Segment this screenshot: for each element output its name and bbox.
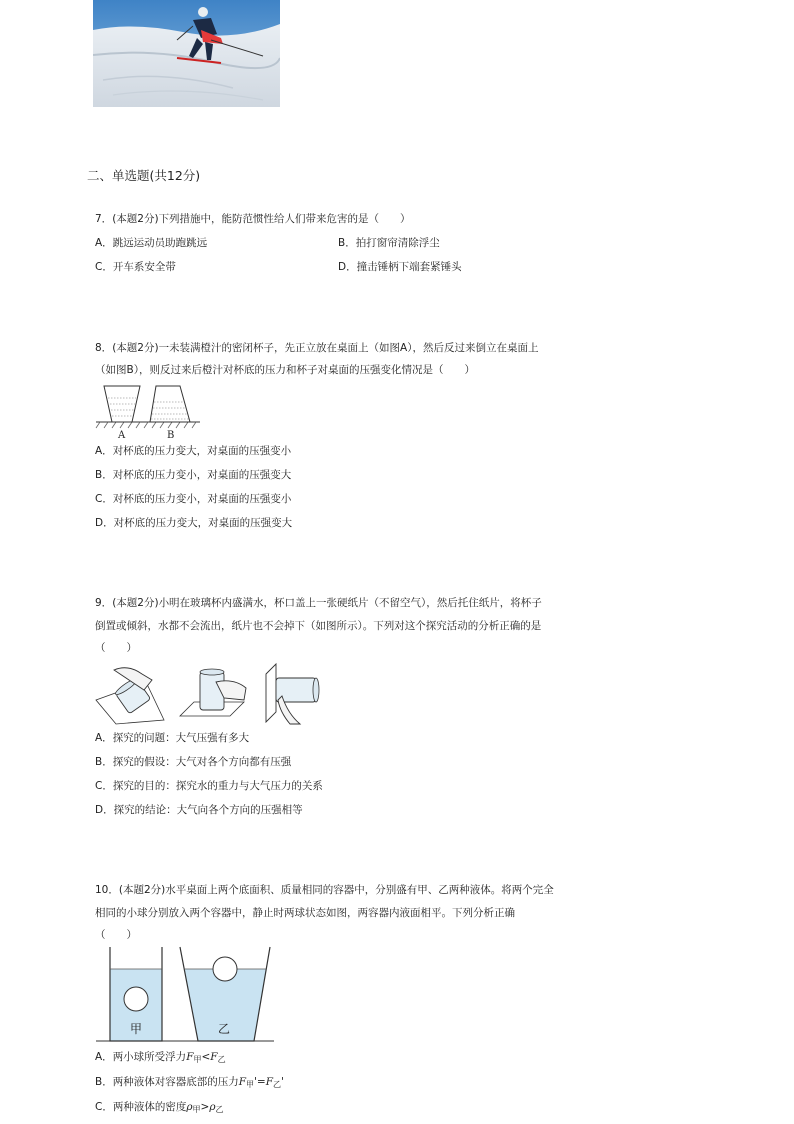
q7-option-c[interactable]: C．开车系安全带 [95,261,176,273]
q10-option-a[interactable]: A．两小球所受浮力$F_甲<F_乙$ [95,1051,226,1064]
question-9-stem-line2: 倒置或倾斜，水都不会流出，纸片也不会掉下（如图所示）。下列对这个探究活动的分析正确的是 [95,620,542,632]
q10-label-jia: 甲 [130,1022,143,1036]
skier-photo [93,0,280,107]
q10-option-b[interactable]: B．两种液体对容器底部的压力$F_甲'=F_乙'$ [95,1076,284,1089]
q8-option-a[interactable]: A．对杯底的压力变大，对桌面的压强变小 [95,445,292,457]
question-8-stem-line1: 8．(本题2分)一未装满橙汁的密闭杯子，先正立放在桌面上（如图A），然后反过来倒立在桌面上 [95,342,539,354]
q9-glass-figure [94,660,324,726]
question-8-stem-line2: （如图B），则反过来后橙汁对杯底的压力和杯子对桌面的压强变化情况是（ ） [95,364,475,376]
q7-option-b[interactable]: B．拍打窗帘清除浮尘 [338,237,440,249]
q10-containers-figure [94,945,276,1045]
q7-option-d[interactable]: D．撞击锤柄下端套紧锤头 [338,261,462,273]
q8-cups-figure [94,382,204,442]
q9-option-c[interactable]: C．探究的目的：探究水的重力与大气压力的关系 [95,780,323,792]
q10-label-yi: 乙 [218,1022,231,1036]
q7-option-a[interactable]: A．跳远运动员助跑跳远 [95,237,208,249]
q8-fig-label-b: B [167,430,175,441]
q8-option-b[interactable]: B．对杯底的压力变小，对桌面的压强变大 [95,469,292,481]
question-10-stem-line2: 相同的小球分别放入两个容器中，静止时两球状态如图，两容器内液面相平。下列分析正确 [95,907,515,919]
question-10-stem-line3: （ ） [95,929,137,941]
question-9-stem-line3: （ ） [95,642,137,654]
q9-option-d[interactable]: D．探究的结论：大气向各个方向的压强相等 [95,804,303,816]
question-9-stem-line1: 9．(本题2分)小明在玻璃杯内盛满水，杯口盖上一张硬纸片（不留空气），然后托住纸片，将杯子 [95,597,542,609]
question-10-stem-line1: 10．(本题2分)水平桌面上两个底面积、质量相同的容器中，分别盛有甲、乙两种液体。将两个完全 [95,884,554,896]
q8-option-c[interactable]: C．对杯底的压力变小，对桌面的压强变小 [95,493,292,505]
q8-fig-label-a: A [118,430,126,441]
q9-option-a[interactable]: A．探究的问题：大气压强有多大 [95,732,250,744]
question-7-stem: 7．(本题2分)下列措施中，能防范惯性给人们带来危害的是（ ） [95,213,411,225]
q10-option-c[interactable]: C．两种液体的密度$\rho_甲>\rho_乙$ [95,1101,224,1114]
q8-option-d[interactable]: D．对杯底的压力变大，对桌面的压强变大 [95,517,293,529]
q9-option-b[interactable]: B．探究的假设：大气对各个方向都有压强 [95,756,292,768]
section-title: 二、单选题(共12分) [87,168,201,183]
